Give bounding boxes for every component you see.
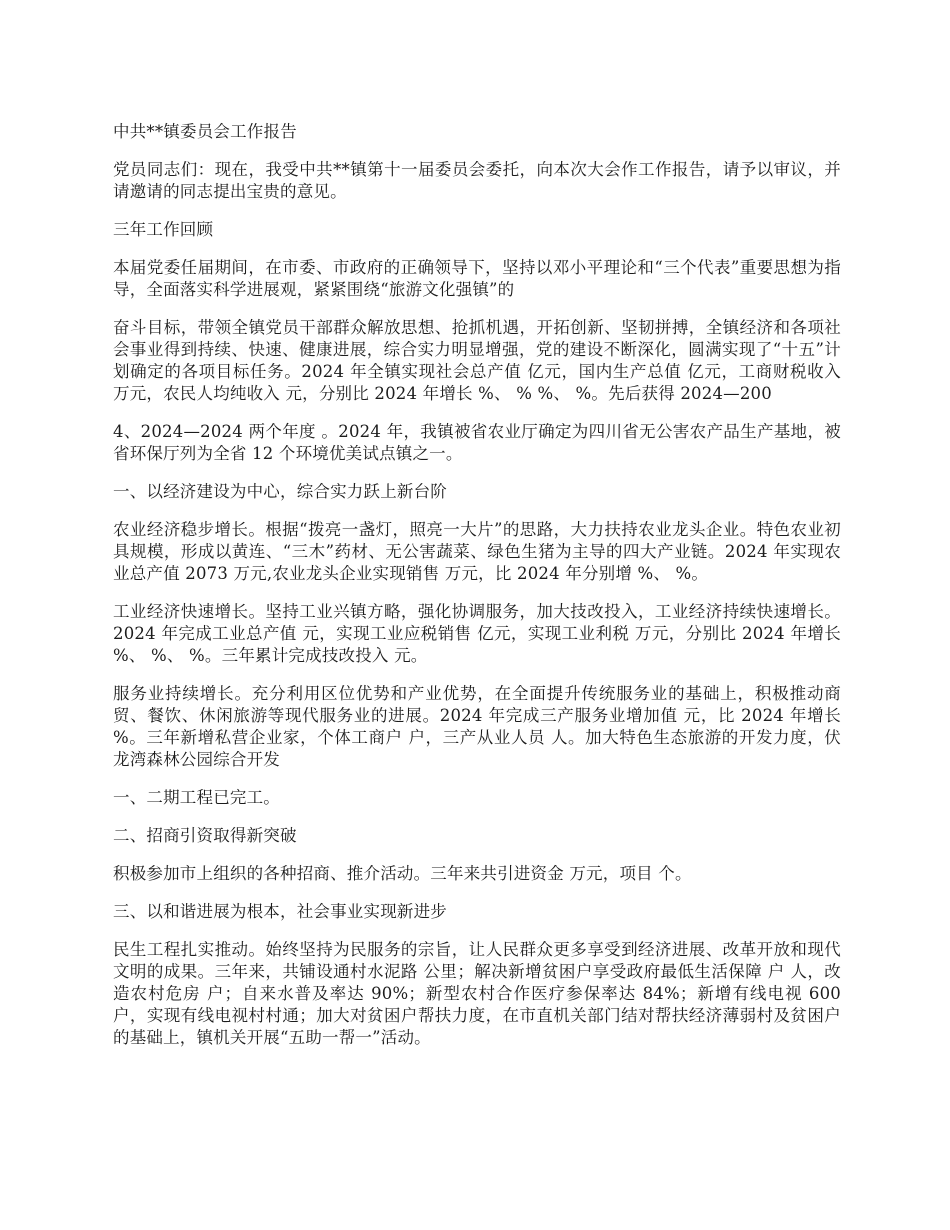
body-paragraph: 民生工程扎实推动。始终坚持为民服务的宗旨，让人民群众更多享受到经济进展、改革开放和现代文明的成果。三年来，共铺设通村水泥路 公里；解决新增贫困户享受政府最低生活保障 户 人，改造农村危房 户；自来水普及率达 90%；新型农村合作医疗参保率达 84%；新增有线电视 600 户，实现有线电视村村通；加大对贫困户帮扶力度，在市直机关部门结对帮扶经济薄弱村及贫困户的基础上，镇机关开展“五助一帮一”活动。 <box>113 940 841 1047</box>
section-heading-investment: 二、招商引资取得新突破 <box>113 826 297 845</box>
body-paragraph: 农业经济稳步增长。根据“拨亮一盏灯，照亮一大片”的思路，大力扶持农业龙头企业。特色农业初具规模，形成以黄连、“三木”药材、无公害蔬菜、绿色生猪为主导的四大产业链。2024 年实现农业总产值 2073 万元,农业龙头企业实现销售 万元，比 2024 年分别增 %、 %。 <box>113 520 841 583</box>
section-heading-social: 三、以和谐进展为根本，社会事业实现新进步 <box>113 902 447 921</box>
body-paragraph: 一、二期工程已完工。 <box>113 788 280 807</box>
body-paragraph: 工业经济快速增长。坚持工业兴镇方略，强化协调服务，加大技改投入，工业经济持续快速增长。2024 年完成工业总产值 元，实现工业应税销售 亿元，实现工业利税 万元，分别比 2024 年增长 %、 %、 %。三年累计完成技改投入 元。 <box>113 602 841 665</box>
body-paragraph: 奋斗目标，带领全镇党员干部群众解放思想、抢抓机遇，开拓创新、坚韧拼搏，全镇经济和各项社会事业得到持续、快速、健康进展，综合实力明显增强，党的建设不断深化，圆满实现了“十五”计划确定的各项目标任务。2024 年全镇实现社会总产值 亿元，国内生产总值 亿元，工商财税收入 万元，农民人均纯收入 元，分别比 2024 年增长 %、 % %、 %。先后获得 2024—200 <box>113 318 841 403</box>
body-paragraph: 服务业持续增长。充分利用区位优势和产业优势，在全面提升传统服务业的基础上，积极推动商贸、餐饮、休闲旅游等现代服务业的进展。2024 年完成三产服务业增加值 元，比 2024 年增长 %。三年新增私营企业家，个体工商户 户，三产从业人员 人。加大特色生态旅游的开发力度，伏龙湾森林公园综合开发 <box>113 684 841 769</box>
document-page <box>113 121 841 1065</box>
document-title: 中共**镇委员会工作报告 <box>113 122 297 141</box>
section-heading-review: 三年工作回顾 <box>113 220 214 239</box>
opening-paragraph: 党员同志们：现在，我受中共**镇第十一届委员会委托，向本次大会作工作报告，请予以审议，并请邀请的同志提出宝贵的意见。 <box>113 160 841 201</box>
body-paragraph: 积极参加市上组织的各种招商、推介活动。三年来共引进资金 万元，项目 个。 <box>113 864 692 883</box>
body-paragraph: 4、2024—2024 两个年度 。2024 年，我镇被省农业厅确定为四川省无公害农产品生产基地，被省环保厅列为全省 12 个环境优美试点镇之一。 <box>113 422 841 463</box>
body-paragraph: 本届党委任届期间，在市委、市政府的正确领导下，坚持以邓小平理论和“三个代表”重要思想为指导，全面落实科学进展观，紧紧围绕“旅游文化强镇”的 <box>113 258 841 299</box>
section-heading-economy: 一、以经济建设为中心，综合实力跃上新台阶 <box>113 482 447 501</box>
